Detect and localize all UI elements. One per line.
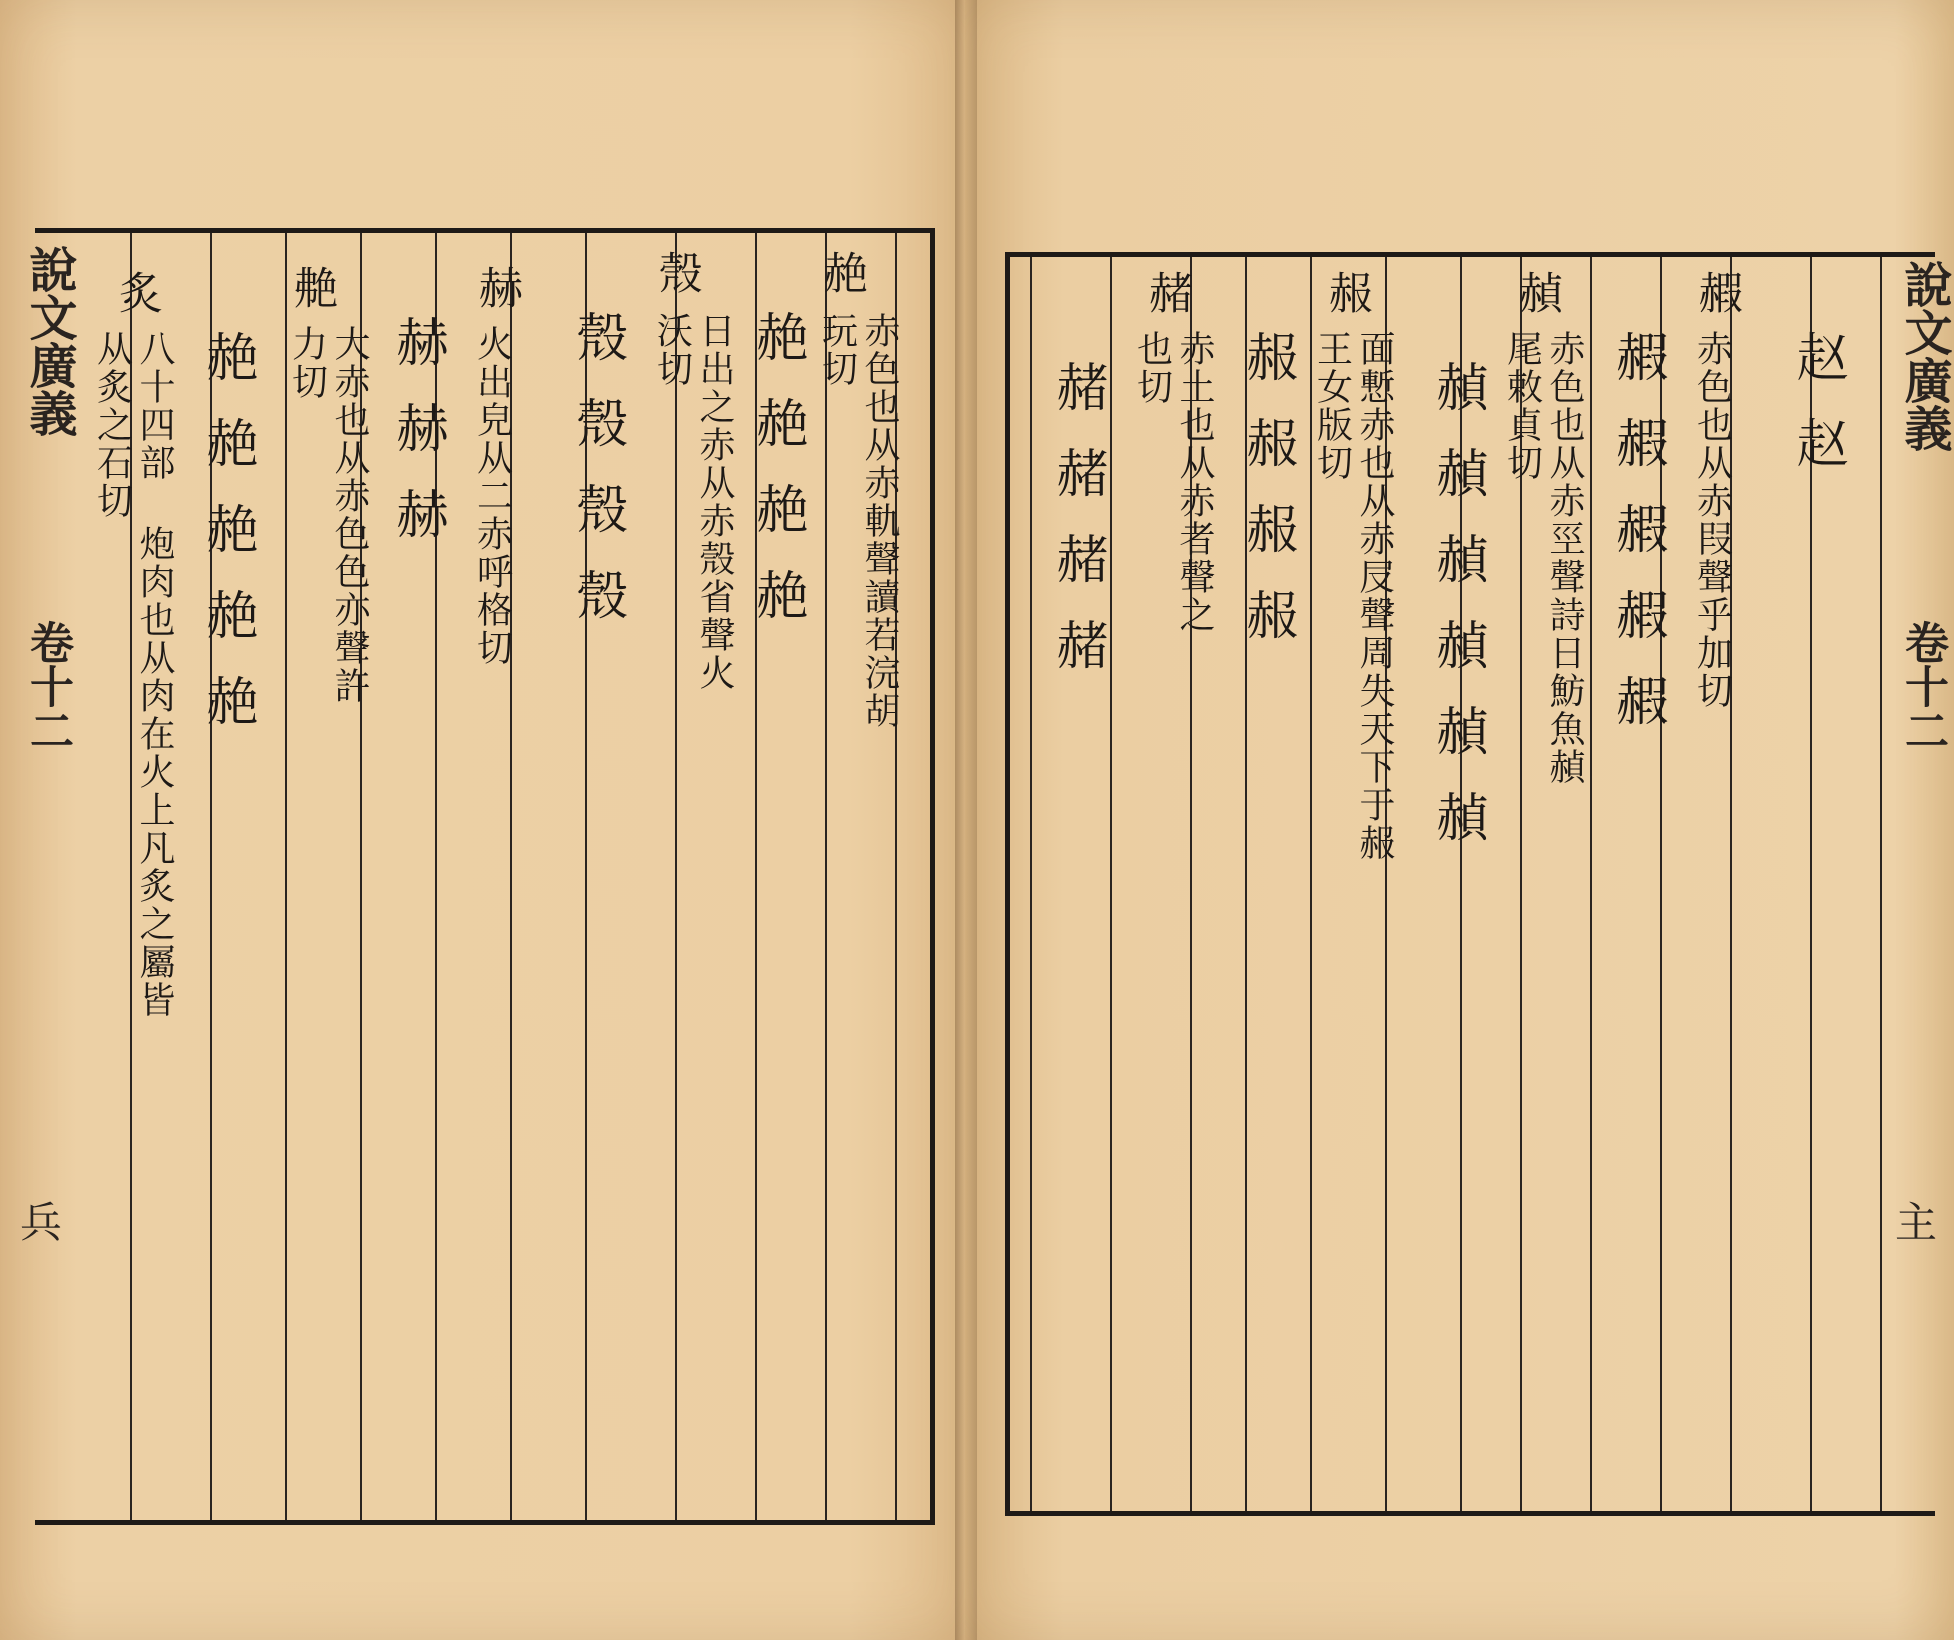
right-col-4-seals: 赧赧赧赧 [1237, 330, 1297, 674]
left-col-1-head: 赩 [815, 250, 867, 296]
column-rule [1030, 257, 1032, 1511]
left-col-4-seals: 赩赩赩赩赩 [197, 330, 257, 760]
left-col-3-gloss: 火出皃从二赤呼格切 [471, 325, 513, 667]
right-col-2-gloss: 赤色也从赤叚聲乎加切 [1691, 330, 1733, 710]
left-col-4-head: 艴 [285, 265, 337, 311]
left-col-3-head: 赫 [470, 265, 522, 311]
right-volume-label: 卷十二 [1897, 620, 1948, 752]
right-col-5-seals: 赭赭赭赭 [1047, 360, 1107, 704]
book-gutter [955, 0, 977, 1640]
right-folio-number: 主 [1895, 1198, 1938, 1247]
left-col-5-head: 炙 [110, 270, 162, 316]
right-col-3-seals: 赬赬赬赬赬赬 [1427, 360, 1487, 876]
left-col-2-head: 殼 [650, 250, 702, 296]
right-col-3-head: 赬 [1510, 270, 1562, 316]
column-rule [1880, 257, 1882, 1511]
right-col-1-seals: 赵赵 [1787, 330, 1847, 502]
left-volume-label: 卷十二 [22, 620, 73, 752]
left-footer-mark: 兵 [20, 1198, 63, 1247]
left-col-5-gloss: 八十四部 炮肉也从肉在火上凡炙之屬皆从炙之石切 [91, 330, 175, 1019]
right-col-5-head: 赭 [1140, 270, 1192, 316]
right-col-3-gloss: 赤色也从赤巠聲詩日魴魚赬尾敕貞切 [1501, 330, 1585, 786]
left-col-4-gloss: 大赤也从赤色色亦聲許力切 [286, 325, 370, 705]
left-col-3-seals: 赫赫赫 [387, 315, 447, 573]
left-col-2-gloss: 日出之赤从赤殼省聲火沃切 [651, 312, 735, 692]
right-col-4-gloss: 面慙赤也从赤㞋聲周失天下于赧王女版切 [1311, 330, 1395, 862]
right-col-2-seals: 赮赮赮赮赮 [1607, 330, 1667, 760]
left-col-1-seals: 赩赩赩赩 [747, 310, 807, 654]
left-margin-title: 說文廣義 [21, 245, 77, 437]
right-col-4-head: 赧 [1320, 270, 1372, 316]
column-rule [1590, 257, 1592, 1511]
right-col-5-gloss: 赤土也从赤者聲之也切 [1131, 330, 1215, 634]
right-margin-title: 說文廣義 [1896, 260, 1952, 452]
left-col-1-gloss: 赤色也从赤軌聲讀若浣胡玩切 [816, 312, 900, 730]
left-col-2-seals: 殼殼殼殼 [567, 310, 627, 654]
right-col-2-head: 赮 [1690, 270, 1742, 316]
